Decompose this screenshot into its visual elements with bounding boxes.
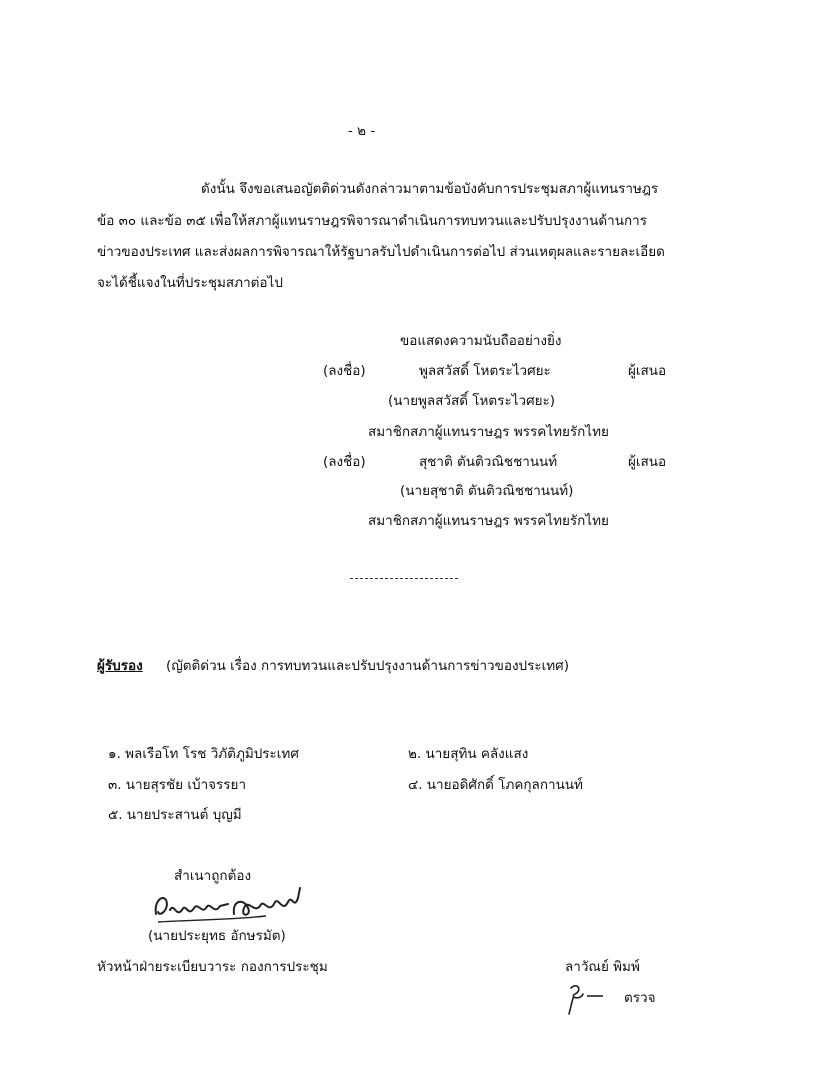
handwritten-signature [148, 884, 308, 930]
endorser-1: ๑. พลเรือโท โรช วิภัติภูมิประเทศ [108, 746, 299, 762]
endorser-3: ๓. นายสุรชัย เบ้าจรรยา [108, 777, 247, 793]
body-line-3: ข่าวของประเทศ และส่งผลการพิจารณาให้รัฐบาลรับไปดำเนินการต่อไป ส่วนเหตุผลและรายละเอียด [97, 244, 665, 260]
section-divider [350, 578, 458, 579]
endorsers-heading: ผู้รับรอง [97, 658, 143, 674]
checker-note: ตรวจ [624, 990, 656, 1006]
body-line-1: ดังนั้น จึงขอเสนอญัตติด่วนดังกล่าวมาตามข้อบังคับการประชุมสภาผู้แทนราษฎร [201, 181, 659, 197]
checker-initials [563, 980, 607, 1018]
endorser-4: ๔. นายอดิศักดิ์ โภคกุลกานนท์ [408, 777, 583, 793]
typist-note: ลาวัณย์ พิมพ์ [565, 959, 640, 975]
page-number: - ๒ - [348, 123, 376, 139]
signer-1-position: สมาชิกสภาผู้แทนราษฎร พรรคไทยรักไทย [368, 424, 609, 440]
signer-1-sign-label: (ลงชื่อ) [323, 363, 366, 379]
signer-1-full-name: (นายพูลสวัสดิ์ โหตระไวศยะ) [388, 393, 556, 409]
certifier-name: (นายประยุทธ อักษรมัต) [148, 928, 286, 944]
certifier-position: หัวหน้าฝ่ายระเบียบวาระ กองการประชุม [97, 959, 328, 975]
closing: ขอแสดงความนับถืออย่างยิ่ง [400, 333, 562, 349]
body-line-2: ข้อ ๓๐ และข้อ ๓๕ เพื่อให้สภาผู้แทนราษฎรพิจารณาดำเนินการทบทวนและปรับปรุงงานด้านการ [97, 213, 647, 229]
endorser-2: ๒. นายสุทิน คลังแสง [408, 746, 529, 762]
signer-2-role: ผู้เสนอ [628, 454, 667, 470]
body-line-4: จะได้ชี้แจงในที่ประชุมสภาต่อไป [97, 275, 283, 291]
signer-2-full-name: (นายสุชาติ ตันติวณิชชานนท์) [400, 483, 574, 499]
signer-1-role: ผู้เสนอ [628, 363, 667, 379]
certified-label: สำเนาถูกต้อง [174, 868, 252, 884]
signer-2-sign-name: สุชาติ ตันติวณิชชานนท์ [419, 454, 558, 470]
endorsers-subject: (ญัตติด่วน เรื่อง การทบทวนและปรับปรุงงานด้านการข่าวของประเทศ) [166, 658, 569, 674]
signer-2-sign-label: (ลงชื่อ) [323, 454, 366, 470]
signer-1-sign-name: พูลสวัสดิ์ โหตระไวศยะ [419, 363, 551, 379]
signer-2-position: สมาชิกสภาผู้แทนราษฎร พรรคไทยรักไทย [368, 513, 609, 529]
endorser-5: ๕. นายประสานต์ บุญมี [108, 807, 242, 823]
